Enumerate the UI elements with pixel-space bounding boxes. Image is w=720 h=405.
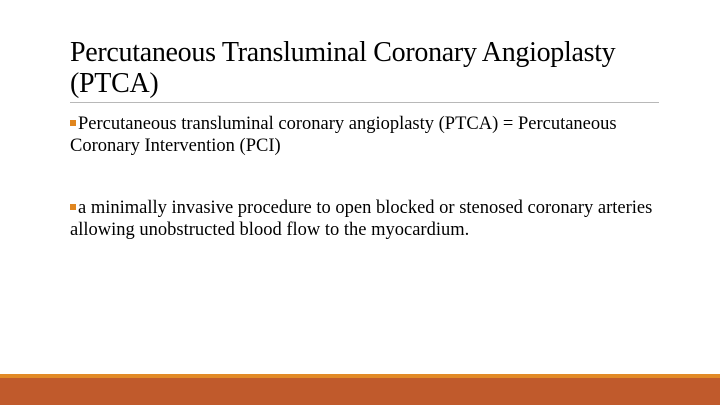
title-divider: [70, 102, 659, 103]
bullet-text: Percutaneous transluminal coronary angioplasty (PTCA) = Percutaneous Coronary Intervention (PCI): [70, 114, 617, 156]
bullet-text: a minimally invasive procedure to open blocked or stenosed coronary arteries allowing unobstructed blood flow to the myocardium.: [70, 198, 653, 240]
bullet-list: [70, 113, 670, 241]
bullet-square-icon: [70, 120, 76, 126]
bullet-square-icon: [70, 204, 76, 210]
bullet-item: [70, 197, 670, 241]
bullet-item: [70, 113, 670, 157]
slide-title: Percutaneous Transluminal Coronary Angioplasty (PTCA): [70, 37, 616, 99]
footer-bar: [0, 378, 720, 405]
